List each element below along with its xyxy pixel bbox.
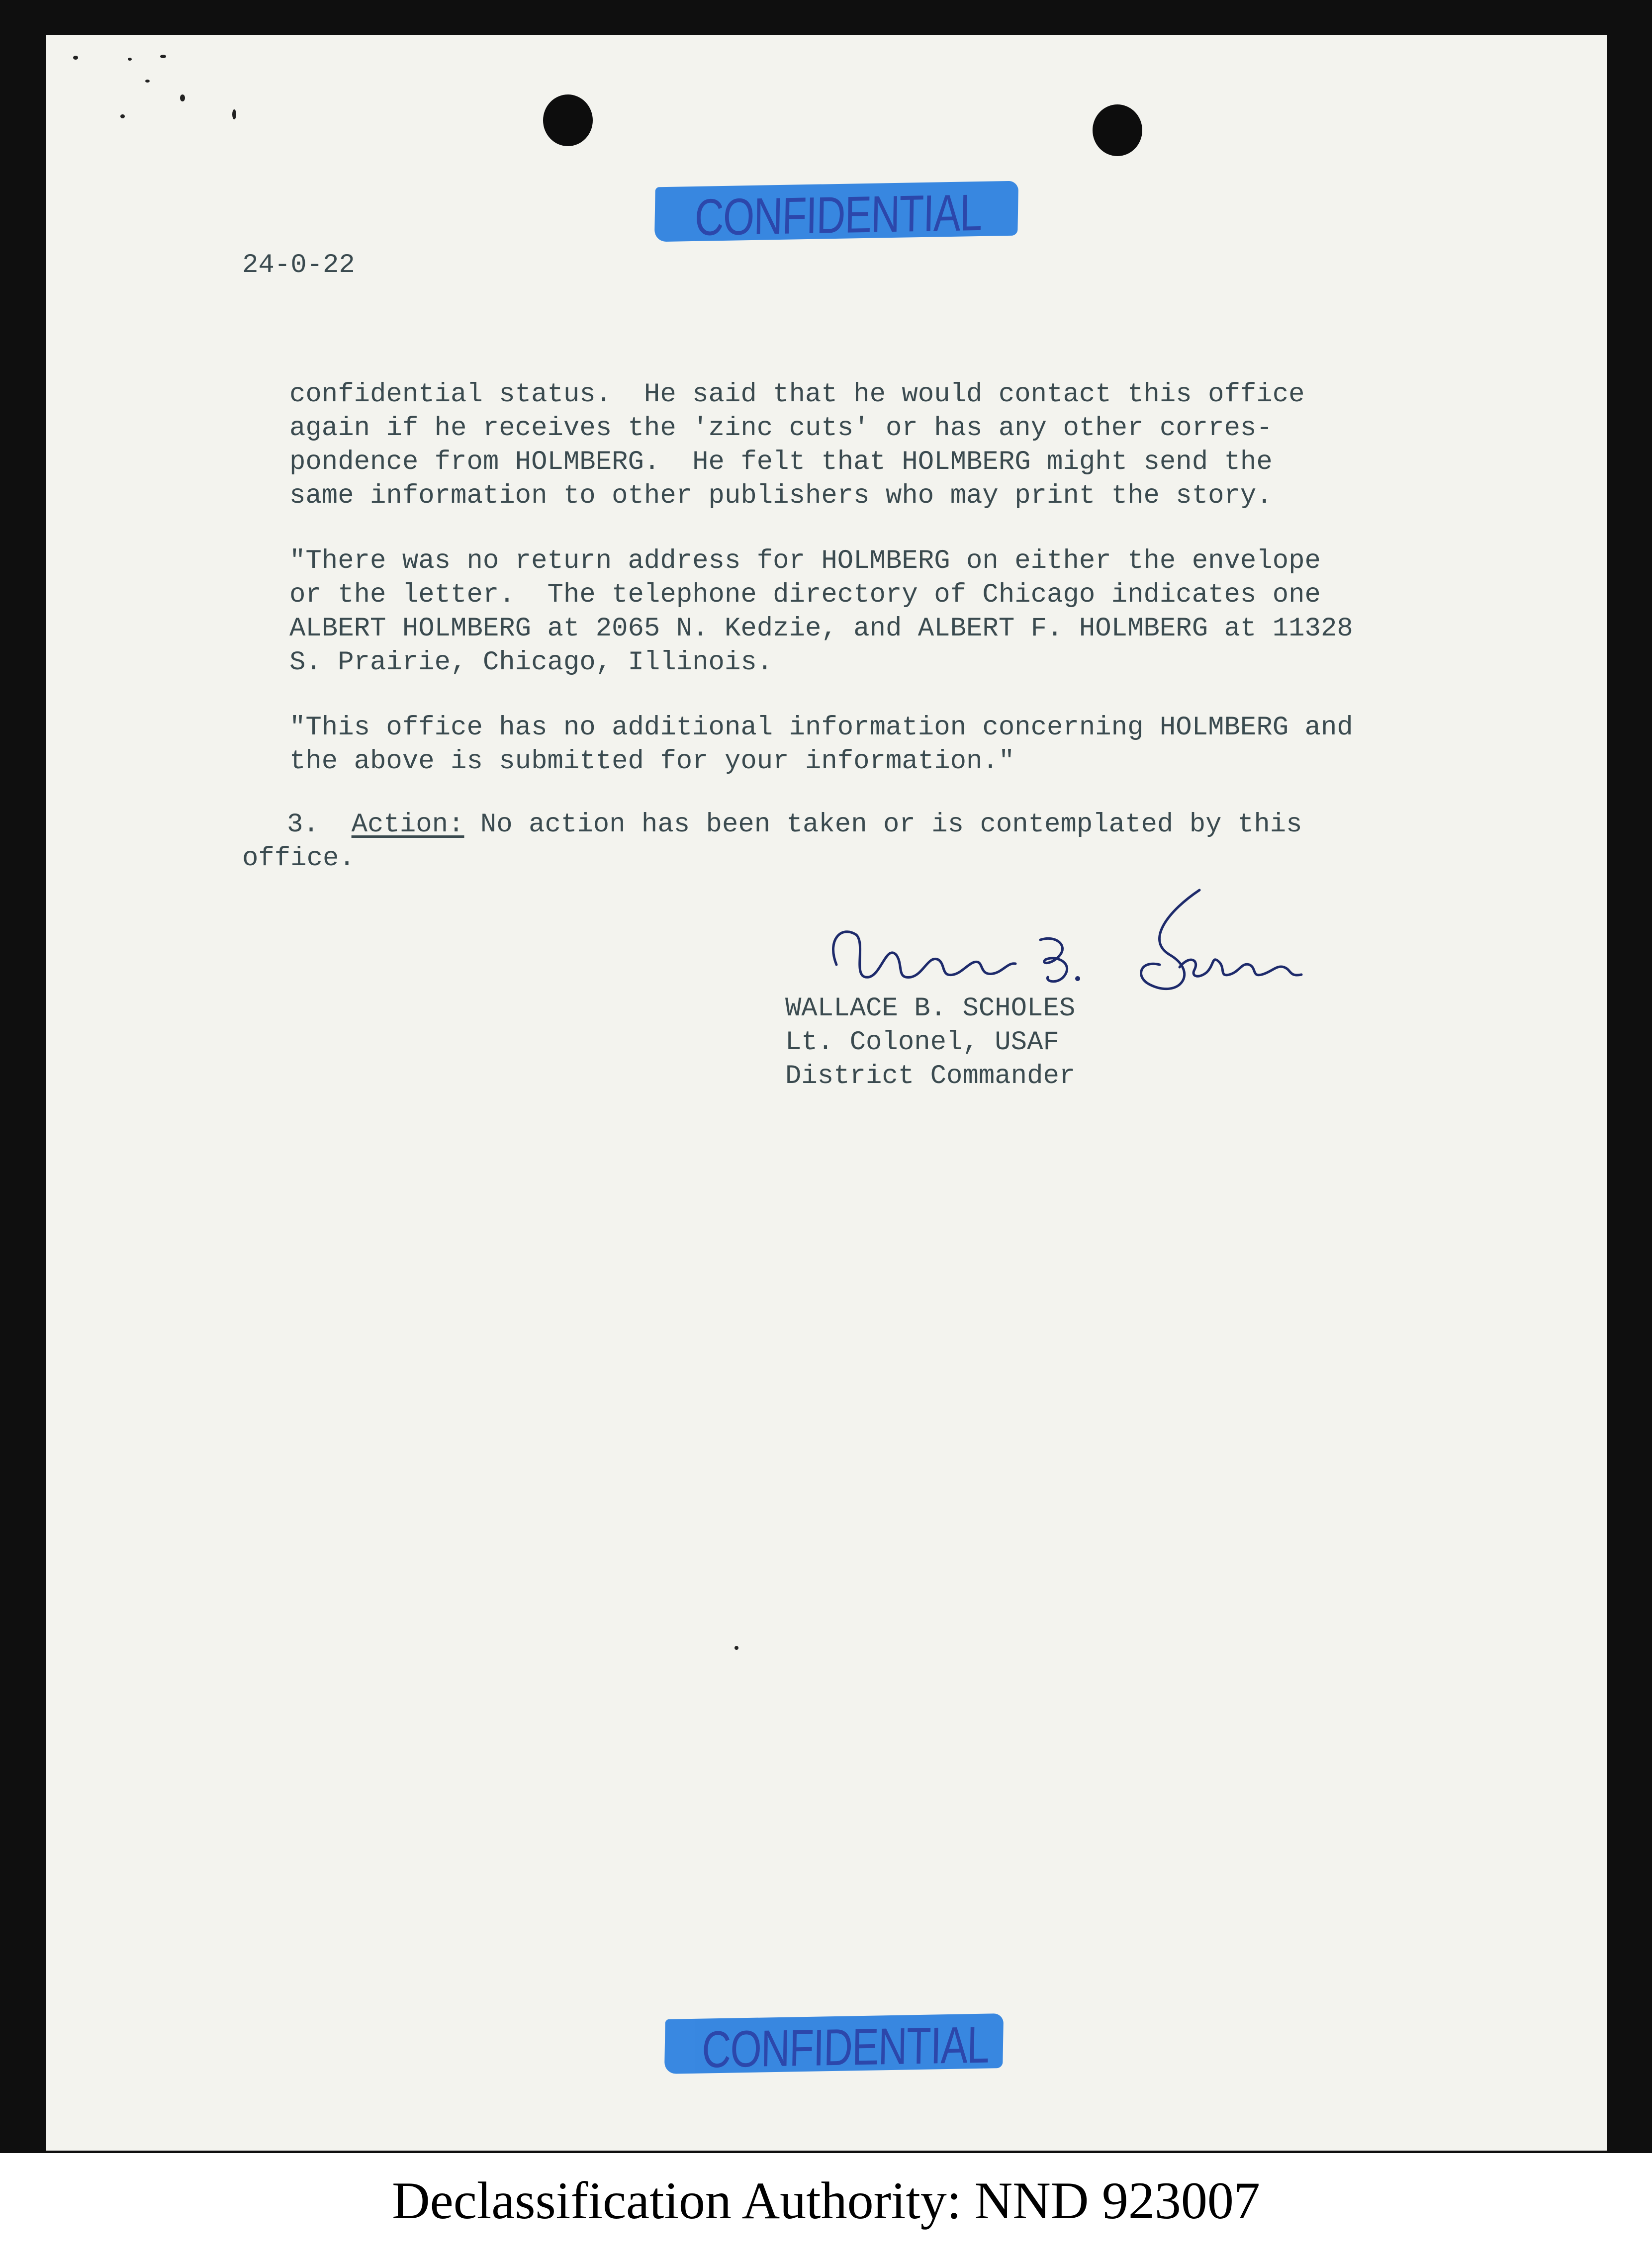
paragraph-1: confidential status. He said that he would contact this office again if he receives the 'zinc cuts' or has any other corres- pondence from HOLMBERG. He felt that HOLMBERG might send the same information to other publishers who may print the story.: [289, 379, 1305, 511]
file-number: 24-0-22: [242, 250, 355, 280]
speck: [128, 58, 132, 61]
paragraph-2: "There was no return address for HOLMBERG on either the envelope or the letter. The telephone directory of Chicago indicates one ALBERT HOLMBERG at 2065 N. Kedzie, and ALBERT F. HOLMBERG at 11328 S. Prairie, Chicago, Illinois.: [289, 546, 1353, 678]
speck: [180, 94, 185, 101]
confidential-stamp-bottom-text: CONFIDENTIAL: [701, 2016, 990, 2079]
action-paragraph: [242, 808, 1302, 842]
action-heading: Action:: [351, 810, 464, 840]
speck: [160, 55, 166, 58]
speck: [232, 109, 236, 119]
speck: [734, 1646, 738, 1650]
paragraph-3: "This office has no additional information concerning HOLMBERG and the above is submitted for your information.": [289, 713, 1353, 777]
action-item-number: 3.: [287, 810, 319, 840]
action-continuation: office.: [242, 843, 355, 874]
action-text: No action has been taken or is contemplated by this: [464, 810, 1302, 840]
confidential-stamp-top: [654, 181, 1018, 247]
signer-name: WALLACE B. SCHOLES: [785, 994, 1076, 1024]
speck: [145, 80, 150, 83]
speck: [120, 114, 125, 118]
document-page: [46, 35, 1607, 2151]
signer-rank: Lt. Colonel, USAF: [785, 1027, 1059, 1058]
confidential-stamp-top-text: CONFIDENTIAL: [694, 183, 982, 247]
punch-hole-right: [1093, 104, 1142, 156]
signer-title: District Commander: [785, 1061, 1076, 1091]
confidential-stamp-bottom: [664, 2013, 1004, 2079]
speck: [73, 56, 78, 60]
punch-hole-left: [543, 94, 593, 146]
declassification-footer: Declassification Authority: NND 923007: [392, 2171, 1260, 2230]
